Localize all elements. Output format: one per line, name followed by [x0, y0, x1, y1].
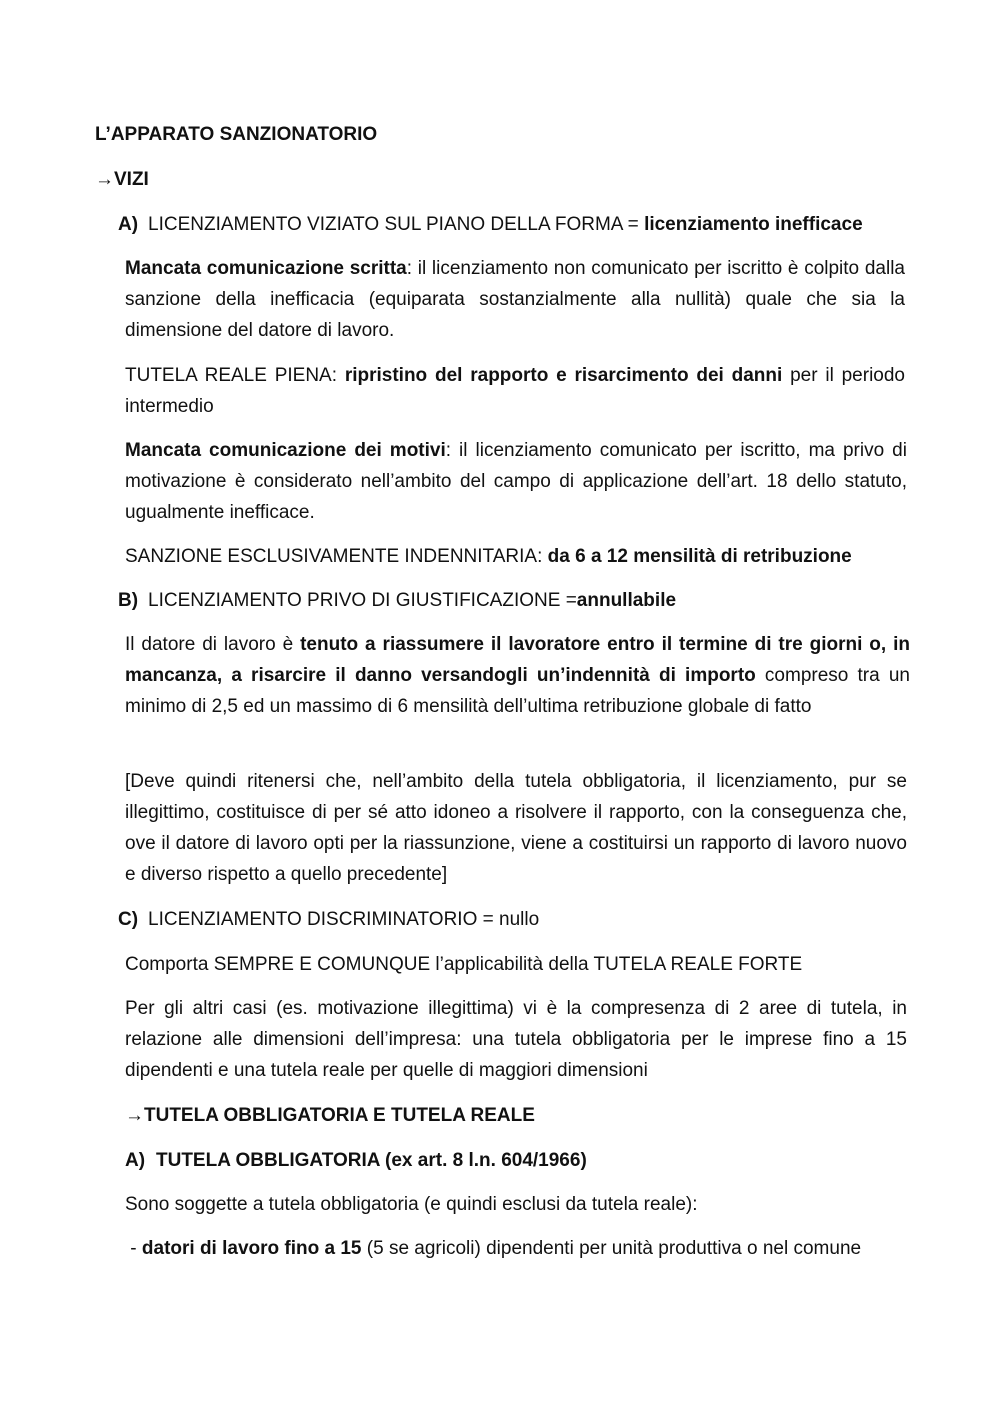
subheading-text: TUTELA OBBLIGATORIA (ex art. 8 l.n. 604/1966) — [156, 1150, 587, 1171]
subheading-a — [118, 209, 863, 240]
section-heading-vizi — [95, 164, 149, 195]
paragraph-text: compreso tra un minimo di 2,5 ed un massimo di 6 mensilità dell’ultima retribuzione globale di fatto — [125, 665, 910, 717]
paragraph-mancata-comunicazione-motivi — [125, 435, 907, 528]
paragraph-text: (5 se agricoli) dipendenti per unità produttiva o nel comune — [361, 1238, 862, 1259]
subheading-text: LICENZIAMENTO PRIVO DI GIUSTIFICAZIONE = — [148, 590, 577, 611]
paragraph-text: per il periodo intermedio — [125, 365, 906, 417]
list-dash: - — [125, 1238, 142, 1259]
paragraph-text: : il licenziamento comunicato per iscritto, ma privo di motivazione è considerato nell’ambito del campo di applicazione dell’art. 18 dello statuto, ugualmente inefficace. — [125, 440, 907, 523]
arrow-right-icon: → — [95, 169, 114, 190]
paragraph-mancata-comunicazione-scritta — [125, 253, 905, 346]
paragraph-text: Il datore di lavoro è — [125, 634, 301, 655]
subheading-c — [118, 904, 539, 935]
term-bold: tenuto a riassumere il lavoratore entro il termine di tre giorni o, in mancanza, a risarcire il danno versandogli un’indennità di importo — [125, 634, 911, 686]
list-marker: A) — [118, 214, 139, 235]
paragraph-text: TUTELA REALE PIENA: — [125, 365, 345, 386]
paragraph-comporta-sempre: Comporta SEMPRE E COMUNQUE l’applicabilità della TUTELA REALE FORTE — [125, 954, 803, 975]
list-item-datori — [125, 1233, 905, 1264]
list-marker: B) — [118, 590, 139, 611]
subheading-text: LICENZIAMENTO VIZIATO SUL PIANO DELLA FORMA = — [148, 214, 645, 235]
paragraph-sanzione-indennitaria — [125, 541, 905, 572]
section-heading-tutela — [125, 1100, 535, 1131]
arrow-right-icon: → — [125, 1105, 144, 1126]
subheading-bold: licenziamento inefficace — [644, 214, 863, 235]
term-bold: ripristino del rapporto e risarcimento dei danni — [344, 365, 783, 386]
term-bold: Mancata comunicazione scritta — [125, 258, 407, 279]
list-marker: A) — [125, 1150, 146, 1171]
section-label: VIZI — [114, 169, 149, 190]
term-bold: datori di lavoro fino a 15 — [141, 1238, 362, 1259]
term-bold: da 6 a 12 mensilità di retribuzione — [547, 546, 852, 567]
paragraph-soggette-tutela: Sono soggette a tutela obbligatoria (e quindi esclusi da tutela reale): — [125, 1194, 698, 1215]
paragraph-text: SANZIONE ESCLUSIVAMENTE INDENNITARIA: — [125, 546, 548, 567]
list-marker: C) — [118, 909, 139, 930]
paragraph-deve-quindi-ritenersi: [Deve quindi ritenersi che, nell’ambito della tutela obbligatoria, il licenziamento, pur se illegittimo, costituisce di per sé atto idoneo a risolvere il rapporto, con la conseguenza che, ove il datore di lavoro opti per la riassunzione, viene a costituirsi un rapporto di lavoro nuovo e diverso rispetto a quello precedente] — [125, 771, 907, 885]
document-title: L’APPARATO SANZIONATORIO — [95, 124, 378, 145]
paragraph-text: : il licenziamento non comunicato per iscritto è colpito dalla sanzione della inefficacia (equiparata sostanzialmente alla nullità) quale che sia la dimensione del datore di lavoro. — [125, 258, 905, 341]
subheading-tutela-obbligatoria — [125, 1145, 587, 1176]
paragraph-tutela-reale-piena — [125, 360, 905, 422]
paragraph-datore-di-lavoro — [125, 629, 910, 722]
term-bold: Mancata comunicazione dei motivi — [125, 440, 446, 461]
paragraph-altri-casi: Per gli altri casi (es. motivazione illegittima) vi è la compresenza di 2 aree di tutela, in relazione alle dimensioni dell’impresa: una tutela obbligatoria per le imprese fino a 15 dipendenti e una tutela reale per quelle di maggiori dimensioni — [125, 998, 907, 1081]
subheading-bold: annullabile — [576, 590, 677, 611]
subheading-b — [118, 585, 676, 616]
subheading-text: LICENZIAMENTO DISCRIMINATORIO = nullo — [148, 909, 540, 930]
section-label: TUTELA OBBLIGATORIA E TUTELA REALE — [144, 1105, 535, 1126]
